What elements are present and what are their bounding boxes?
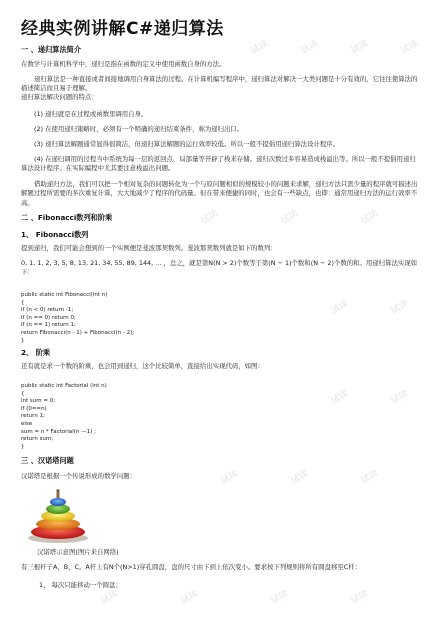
watermark: 试读 [359, 468, 381, 487]
code-line: { [21, 390, 25, 397]
watermark: 试读 [199, 208, 221, 227]
paragraph: 0, 1, 1, 2, 3, 5, 8, 13, 21, 34, 55, 89, 144, … ，总之，就是第N(N > 2)个数等于第(N − 1)个数和(N − 2)个数的和。用递归算法实现如下： [21, 259, 418, 277]
watermark: 试读 [99, 588, 121, 607]
list-item: (3) 递归算法解题通常显得很简洁，但递归算法解题的运行效率较低。所以一般不提倡用递归算法设计程序。 [34, 140, 340, 148]
hanoi-tower-image [23, 482, 93, 544]
section-heading-intro: 一 、递归算法简介 [21, 45, 82, 54]
code-block-factorial [21, 383, 321, 451]
code-line: if (n < 0) return -1; [21, 307, 74, 314]
code-line: if (n == 1) return 1; [21, 322, 76, 329]
code-block-fibonacci [21, 292, 321, 345]
section-heading-hanoi: 三 、汉诺塔问题 [21, 456, 74, 465]
paragraph: 借助递归方法，我们可以把一个相对复杂的问题转化为一个与原问题相似的规模较小的问题来求解，递归方法只需少量的程序就可描述出解题过程所需要的多次重复计算，大大地减少了程序的代码量。但在带来便捷的同时，也会有一些缺点，也即：通常用递归方法的运行效率不高。 [21, 180, 418, 207]
watermark: 试读 [269, 588, 291, 607]
section-heading-fibonacci: 二 、Fibonacci数列和阶乘 [21, 213, 113, 222]
watermark: 试读 [179, 588, 201, 607]
paragraph: 提到递归，我们可能会想到的一个实例便是斐波那契数列。斐波那契数列就是如下的数列： [21, 244, 277, 252]
code-line: } [21, 443, 25, 450]
code-line: { [21, 299, 25, 306]
list-item: (4) 在递归调用的过程当中系统为每一层的返回点、局部量等开辟了栈来存储。递归次数过多容易造成栈溢出等。所以一般不提倡用递归算法设计程序。在实际编程中尤其要注意栈溢出问题。 [21, 155, 416, 173]
code-line: } [21, 337, 25, 344]
code-line: else [21, 420, 33, 427]
list-item: (2) 在使用递归策略时，必须有一个明确的递归结束条件，称为递归出口。 [34, 125, 244, 133]
code-line: public static int Factorial (int n) [21, 383, 107, 389]
code-line: return 1; [21, 413, 45, 420]
watermark: 试读 [279, 208, 301, 227]
watermark: 试读 [219, 468, 241, 487]
watermark: 试读 [359, 208, 381, 227]
watermark: 试读 [349, 38, 371, 57]
page-title: 经典实例讲解C#递归算法 [21, 19, 224, 39]
code-line: return sum; [21, 436, 54, 443]
watermark: 试读 [329, 388, 351, 407]
paragraph: 有三根杆子A，B，C。A杆上有N个(N>1)穿孔圆盘，盘的尺寸由下到上依次变小。要求按下列规则将所有圆盘移至C杆： [21, 563, 361, 571]
watermark: 试读 [349, 588, 371, 607]
code-line: sum = n * Factorial(n —1) ; [21, 428, 96, 435]
list-item: 1、 每次只能移动一个圆盘； [39, 581, 122, 589]
code-line: if (n == 0) return 0; [21, 314, 76, 321]
watermark: 试读 [289, 468, 311, 487]
paragraph: 在数学与计算机科学中，递归是指在函数的定义中使用函数自身的方法。 [21, 60, 226, 68]
watermark: 试读 [389, 388, 411, 407]
paragraph: 汉诺塔是根据一个传说形成的数学问题： [21, 472, 137, 480]
watermark: 试读 [299, 38, 321, 57]
paragraph: 递归算法是一种直接或者间接地调用自身算法的过程。在计算机编写程序中，递归算法对解决一大类问题是十分有效的，它往往使算法的描述简洁而且易于理解。 [21, 75, 418, 93]
watermark: 试读 [329, 298, 351, 317]
list-item: (1) 递归就是在过程或函数里调用自身。 [34, 110, 148, 118]
code-line: if (0==n) [21, 405, 47, 412]
code-line: return Fibonacci(n - 1) + Fibonacci(n - 2); [21, 329, 135, 336]
image-caption: 汉诺塔示意图(图片来自网络) [37, 548, 119, 556]
subsection-heading: 1、 Fibonacci数列 [21, 230, 89, 239]
code-line: int sum = 0; [21, 398, 56, 405]
watermark: 试读 [389, 298, 411, 317]
watermark: 试读 [399, 38, 421, 57]
code-line: public static int Fibonacci(int n) [21, 292, 108, 298]
watermark: 试读 [249, 38, 271, 57]
subsection-heading: 2、 阶乘 [21, 348, 51, 357]
paragraph: 递归算法解决问题的特点： [21, 93, 98, 101]
paragraph: 还有就是求一个数的阶乘，也会用到递归，这个比较简单，直接给出实现代码，如图： [21, 362, 264, 370]
